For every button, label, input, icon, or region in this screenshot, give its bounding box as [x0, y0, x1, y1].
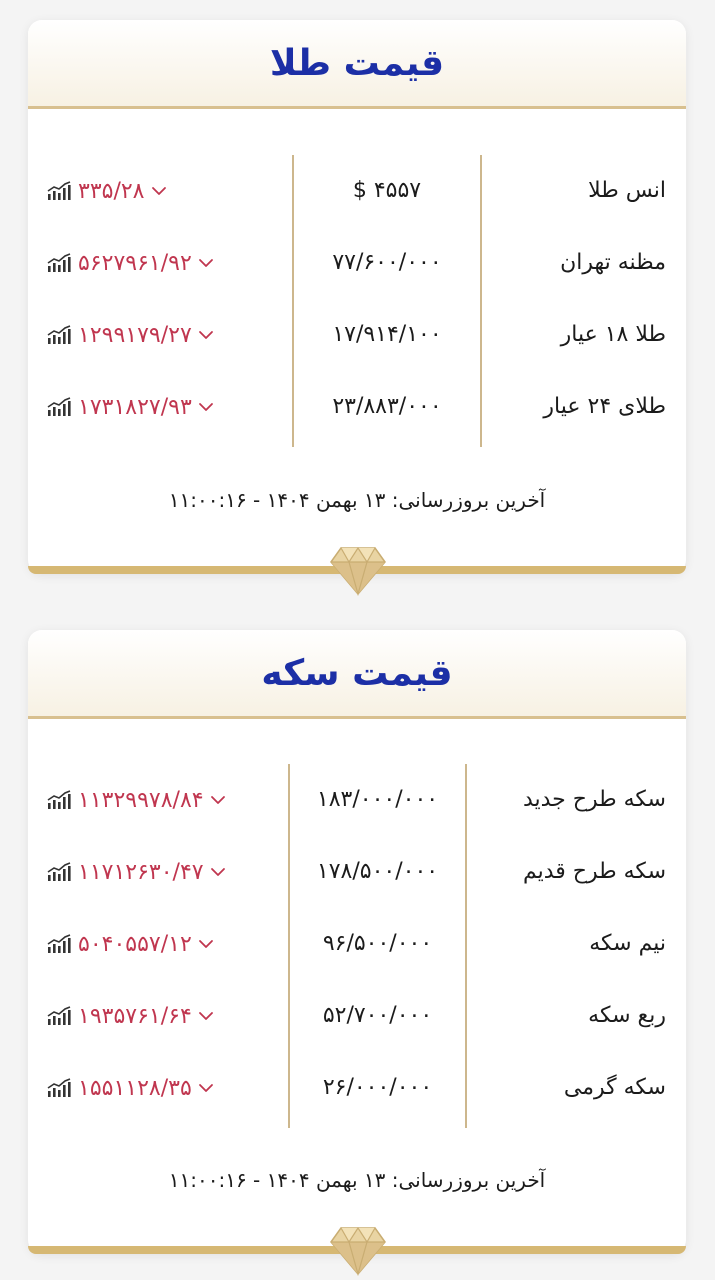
- item-price: ۱۷/۹۱۴/۱۰۰: [332, 322, 442, 347]
- diamond-icon: [329, 1224, 387, 1276]
- chevron-down-icon: [198, 936, 214, 952]
- gold-price-card: [28, 20, 686, 574]
- item-name: نیم سکه: [589, 931, 666, 956]
- chevron-down-icon: [210, 864, 226, 880]
- item-change: [46, 924, 214, 964]
- item-name: سکه طرح قدیم: [522, 859, 666, 884]
- item-change: [46, 852, 226, 892]
- table-row[interactable]: [28, 1068, 686, 1108]
- item-price: ۹۶/۵۰۰/۰۰۰: [322, 931, 433, 956]
- item-name: سکه طرح جدید: [522, 787, 666, 812]
- coin-card-header: [28, 630, 686, 719]
- diamond-icon: [329, 544, 387, 596]
- chart-icon[interactable]: [46, 861, 72, 883]
- item-name: سکه گرمی: [563, 1075, 666, 1100]
- table-row[interactable]: [28, 996, 686, 1036]
- item-change: [46, 171, 167, 211]
- item-price: ۷۷/۶۰۰/۰۰۰: [332, 250, 442, 275]
- item-price: ۵۲/۷۰۰/۰۰۰: [322, 1003, 433, 1028]
- change-value: ۵۶۲۷۹۶۱/۹۲: [78, 250, 192, 276]
- chart-icon[interactable]: [46, 396, 72, 418]
- gold-card-header: [28, 20, 686, 109]
- chevron-down-icon: [198, 1008, 214, 1024]
- chevron-down-icon: [198, 399, 214, 415]
- chart-icon[interactable]: [46, 180, 72, 202]
- item-change: [46, 243, 214, 283]
- table-row[interactable]: [28, 387, 686, 427]
- change-value: ۱۲۹۹۱۷۹/۲۷: [78, 322, 192, 348]
- item-name: انس طلا: [588, 178, 666, 203]
- chevron-down-icon: [198, 327, 214, 343]
- change-value: ۱۱۳۲۹۹۷۸/۸۴: [78, 787, 204, 813]
- chart-icon[interactable]: [46, 1005, 72, 1027]
- chevron-down-icon: [198, 1080, 214, 1096]
- item-name: مظنه تهران: [560, 250, 666, 275]
- table-row[interactable]: [28, 171, 686, 211]
- chevron-down-icon: [210, 792, 226, 808]
- item-change: [46, 780, 226, 820]
- last-updated-text: آخرین بروزرسانی: ۱۳ بهمن ۱۴۰۴ - ۱۱:۰۰:۱۶: [168, 1168, 546, 1192]
- chevron-down-icon: [151, 183, 167, 199]
- change-value: ۱۵۵۱۱۲۸/۳۵: [78, 1075, 192, 1101]
- coin-price-card: [28, 630, 686, 1254]
- change-value: ۱۷۳۱۸۲۷/۹۳: [78, 394, 192, 420]
- change-value: ۱۱۷۱۲۶۳۰/۴۷: [78, 859, 204, 885]
- chart-icon[interactable]: [46, 252, 72, 274]
- table-row[interactable]: [28, 243, 686, 283]
- item-name: ربع سکه: [588, 1003, 666, 1028]
- item-name: طلای ۲۴ عیار: [543, 394, 666, 419]
- item-change: [46, 315, 214, 355]
- change-value: ۵۰۴۰۵۵۷/۱۲: [78, 931, 192, 957]
- table-row[interactable]: [28, 852, 686, 892]
- item-change: [46, 387, 214, 427]
- chart-icon[interactable]: [46, 933, 72, 955]
- item-price: ۲۳/۸۸۳/۰۰۰: [332, 394, 442, 419]
- item-change: [46, 1068, 214, 1108]
- gold-card-title: قیمت طلا: [269, 42, 445, 84]
- change-value: ۱۹۳۵۷۶۱/۶۴: [78, 1003, 192, 1029]
- coin-card-title: قیمت سکه: [261, 652, 453, 694]
- coin-price-table: [28, 764, 686, 1128]
- chart-icon[interactable]: [46, 324, 72, 346]
- item-change: [46, 996, 214, 1036]
- gold-price-table: [28, 155, 686, 447]
- table-row[interactable]: [28, 315, 686, 355]
- chart-icon[interactable]: [46, 1077, 72, 1099]
- table-row[interactable]: [28, 780, 686, 820]
- chevron-down-icon: [198, 255, 214, 271]
- item-price: ۲۶/۰۰۰/۰۰۰: [322, 1075, 433, 1100]
- chart-icon[interactable]: [46, 789, 72, 811]
- item-price: ۴۵۵۷ $: [352, 178, 422, 203]
- item-name: طلا ۱۸ عیار: [560, 322, 666, 347]
- change-value: ۳۳۵/۲۸: [78, 178, 145, 204]
- table-row[interactable]: [28, 924, 686, 964]
- item-price: ۱۸۳/۰۰۰/۰۰۰: [316, 787, 439, 812]
- item-price: ۱۷۸/۵۰۰/۰۰۰: [316, 859, 439, 884]
- last-updated-text: آخرین بروزرسانی: ۱۳ بهمن ۱۴۰۴ - ۱۱:۰۰:۱۶: [168, 488, 546, 512]
